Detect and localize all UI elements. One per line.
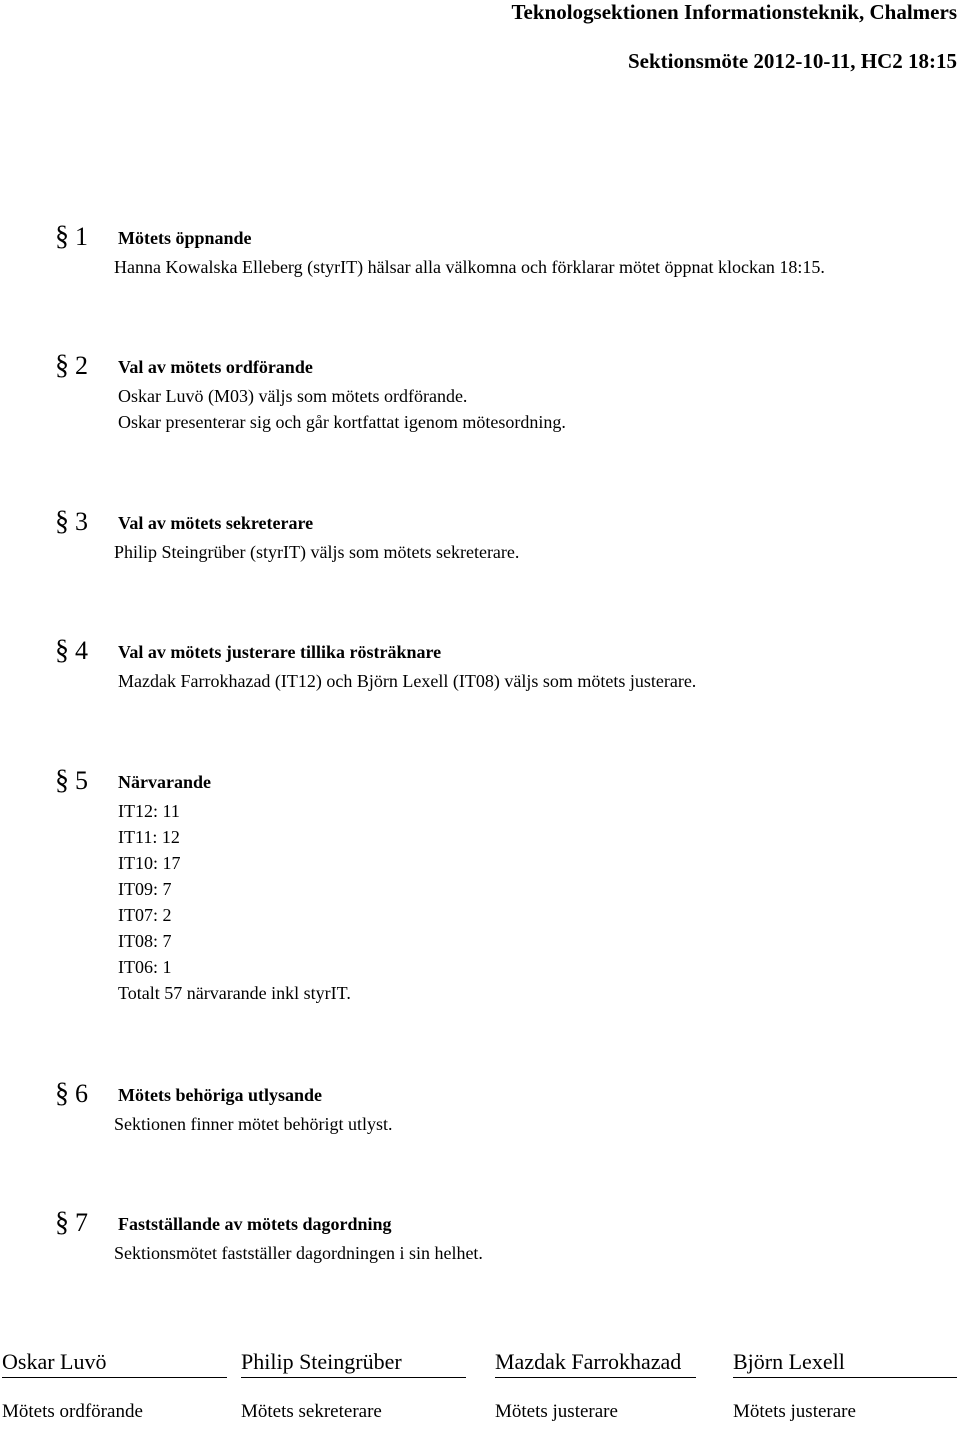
section-sign: § bbox=[55, 765, 69, 796]
section-text: Oskar presenterar sig och går kortfattat igenom mötesordning. bbox=[118, 412, 566, 432]
section-5 bbox=[55, 764, 935, 1006]
signature-name: Philip Steingrüber bbox=[241, 1347, 466, 1378]
section-title: Val av mötets justerare tillika rösträknare bbox=[118, 642, 442, 662]
attendance-total: Totalt 57 närvarande inkl styrIT. bbox=[118, 983, 351, 1003]
section-sign: § bbox=[55, 221, 69, 252]
attendance-item: IT10: 17 bbox=[118, 853, 181, 873]
signature-name: Björn Lexell bbox=[733, 1347, 957, 1378]
section-body bbox=[114, 539, 935, 565]
section-body bbox=[114, 254, 935, 280]
attendance-item: IT06: 1 bbox=[118, 957, 172, 977]
section-text: Mazdak Farrokhazad (IT12) och Björn Lexell (IT08) väljs som mötets justerare. bbox=[118, 671, 697, 691]
organization-heading: Teknologsektionen Informationsteknik, Chalmers bbox=[511, 0, 957, 24]
section-body bbox=[114, 383, 935, 435]
signature-role: Mötets justerare bbox=[495, 1401, 618, 1422]
section-6 bbox=[55, 1077, 935, 1137]
attendance-item: IT09: 7 bbox=[118, 879, 172, 899]
section-heading bbox=[55, 634, 935, 668]
section-title: Val av mötets sekreterare bbox=[118, 513, 314, 533]
section-title: Mötets öppnande bbox=[118, 228, 252, 248]
section-body bbox=[114, 668, 935, 694]
section-sign: § bbox=[55, 350, 69, 381]
section-number: 2 bbox=[75, 351, 88, 380]
signature-role: Mötets ordförande bbox=[2, 1401, 143, 1422]
section-text: Hanna Kowalska Elleberg (styrIT) hälsar alla välkomna och förklarar mötet öppnat klockan 18:15. bbox=[114, 257, 825, 277]
section-number: 6 bbox=[75, 1079, 88, 1108]
section-text: Oskar Luvö (M03) väljs som mötets ordförande. bbox=[118, 386, 468, 406]
attendance-item: IT12: 11 bbox=[118, 801, 180, 821]
section-heading bbox=[55, 349, 935, 383]
signature-adjuster-1 bbox=[495, 1347, 696, 1426]
section-sign: § bbox=[55, 1207, 69, 1238]
section-sign: § bbox=[55, 1078, 69, 1109]
section-heading bbox=[55, 1206, 935, 1240]
attendance-item: IT11: 12 bbox=[118, 827, 180, 847]
section-heading bbox=[55, 1077, 935, 1111]
section-7 bbox=[55, 1206, 935, 1266]
attendance-item: IT07: 2 bbox=[118, 905, 172, 925]
section-3 bbox=[55, 505, 935, 565]
section-number: 1 bbox=[75, 222, 88, 251]
section-sign: § bbox=[55, 506, 69, 537]
section-title: Mötets behöriga utlysande bbox=[118, 1085, 322, 1105]
signature-name: Oskar Luvö bbox=[2, 1347, 227, 1378]
signature-name: Mazdak Farrokhazad bbox=[495, 1347, 696, 1378]
signature-adjuster-2 bbox=[733, 1347, 957, 1426]
section-title: Fastställande av mötets dagordning bbox=[118, 1214, 392, 1234]
section-sign: § bbox=[55, 635, 69, 666]
attendance-list bbox=[114, 798, 935, 1006]
signature-role: Mötets justerare bbox=[733, 1401, 856, 1422]
section-heading bbox=[55, 505, 935, 539]
meeting-heading: Sektionsmöte 2012-10-11, HC2 18:15 bbox=[628, 49, 957, 73]
attendance-item: IT08: 7 bbox=[118, 931, 172, 951]
section-body bbox=[114, 1240, 935, 1266]
section-number: 3 bbox=[75, 507, 88, 536]
section-body bbox=[114, 1111, 935, 1137]
section-text: Sektionsmötet fastställer dagordningen i sin helhet. bbox=[114, 1243, 483, 1263]
section-number: 4 bbox=[75, 636, 88, 665]
section-2 bbox=[55, 349, 935, 435]
section-heading bbox=[55, 220, 935, 254]
signature-role: Mötets sekreterare bbox=[241, 1401, 382, 1422]
section-number: 7 bbox=[75, 1208, 88, 1237]
section-number: 5 bbox=[75, 766, 88, 795]
signature-block bbox=[0, 1347, 960, 1429]
section-text: Philip Steingrüber (styrIT) väljs som mötets sekreterare. bbox=[114, 542, 520, 562]
section-title: Val av mötets ordförande bbox=[118, 357, 313, 377]
signature-chair bbox=[2, 1347, 227, 1426]
section-1 bbox=[55, 220, 935, 280]
section-text: Sektionen finner mötet behörigt utlyst. bbox=[114, 1114, 393, 1134]
section-title: Närvarande bbox=[118, 772, 211, 792]
section-heading bbox=[55, 764, 935, 798]
section-4 bbox=[55, 634, 935, 694]
signature-secretary bbox=[241, 1347, 466, 1426]
